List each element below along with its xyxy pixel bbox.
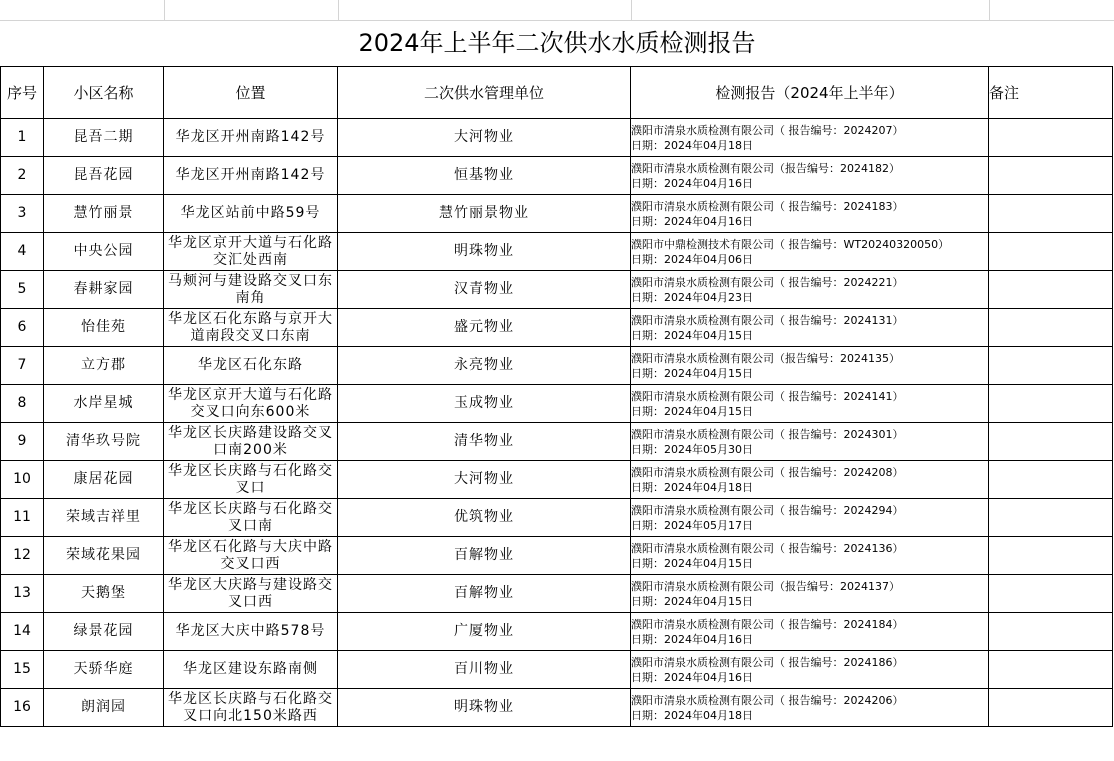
table-body <box>1 119 1113 727</box>
cell-location[interactable]: 华龙区京开大道与石化路交叉口向东600米 <box>164 385 338 423</box>
cell-unit[interactable]: 玉成物业 <box>338 385 631 423</box>
report-org: 濮阳市清泉水质检测有限公司（ 报告编号：2024208） <box>631 465 904 479</box>
table-row <box>1 233 1113 271</box>
cell-name[interactable]: 水岸星城 <box>44 385 164 423</box>
report-org: 濮阳市清泉水质检测有限公司（ 报告编号：2024186） <box>631 655 904 669</box>
report-org: 濮阳市清泉水质检测有限公司（ 报告编号：2024131） <box>631 313 904 327</box>
report-date: 日期：2024年05月30日 <box>631 442 753 456</box>
table-row <box>1 651 1113 689</box>
cell-location[interactable]: 华龙区长庆路与石化路交叉口南 <box>164 499 338 537</box>
header-remark[interactable]: 备注 <box>989 67 1113 119</box>
cell-report[interactable] <box>631 119 989 157</box>
report-org: 濮阳市清泉水质检测有限公司（报告编号：2024182） <box>631 161 900 175</box>
cell-report[interactable] <box>631 423 989 461</box>
cell-location[interactable]: 华龙区长庆路与石化路交叉口 <box>164 461 338 499</box>
table-row <box>1 461 1113 499</box>
cell-seq[interactable]: 13 <box>1 575 44 613</box>
cell-location[interactable]: 华龙区石化东路与京开大道南段交叉口东南 <box>164 309 338 347</box>
cell-unit[interactable]: 大河物业 <box>338 119 631 157</box>
cell-report[interactable] <box>631 271 989 309</box>
cell-name[interactable]: 荣域花果园 <box>44 537 164 575</box>
cell-location[interactable]: 华龙区建设东路南侧 <box>164 651 338 689</box>
table-row <box>1 309 1113 347</box>
cell-unit[interactable]: 优筑物业 <box>338 499 631 537</box>
cell-location[interactable]: 马颊河与建设路交叉口东南角 <box>164 271 338 309</box>
cell-unit[interactable]: 明珠物业 <box>338 233 631 271</box>
report-org: 濮阳市清泉水质检测有限公司（ 报告编号：2024221） <box>631 275 904 289</box>
cell-location[interactable]: 华龙区开州南路142号 <box>164 157 338 195</box>
cell-report[interactable] <box>631 537 989 575</box>
cell-location[interactable]: 华龙区京开大道与石化路交汇处西南 <box>164 233 338 271</box>
cell-seq[interactable]: 6 <box>1 309 44 347</box>
report-title: 2024年上半年二次供水水质检测报告 <box>358 29 756 57</box>
cell-unit[interactable]: 永亮物业 <box>338 347 631 385</box>
report-date: 日期：2024年04月15日 <box>631 556 753 570</box>
cell-unit[interactable]: 明珠物业 <box>338 689 631 727</box>
report-date: 日期：2024年04月16日 <box>631 176 753 190</box>
report-date: 日期：2024年04月06日 <box>631 252 753 266</box>
cell-name[interactable]: 怡佳苑 <box>44 309 164 347</box>
cell-location[interactable]: 华龙区大庆路与建设路交叉口西 <box>164 575 338 613</box>
table-row <box>1 537 1113 575</box>
header-report[interactable]: 检测报告（2024年上半年） <box>631 67 989 119</box>
table-row <box>1 385 1113 423</box>
cell-report[interactable] <box>631 575 989 613</box>
table-row <box>1 271 1113 309</box>
cell-unit[interactable]: 百川物业 <box>338 651 631 689</box>
table-row <box>1 119 1113 157</box>
cell-name[interactable]: 中央公园 <box>44 233 164 271</box>
cell-seq[interactable]: 12 <box>1 537 44 575</box>
cell-report[interactable] <box>631 461 989 499</box>
cell-remark[interactable] <box>989 271 1113 309</box>
report-org: 濮阳市清泉水质检测有限公司（ 报告编号：2024136） <box>631 541 904 555</box>
cell-report[interactable] <box>631 157 989 195</box>
cell-remark[interactable] <box>989 119 1113 157</box>
cell-location[interactable]: 华龙区开州南路142号 <box>164 119 338 157</box>
report-date: 日期：2024年04月23日 <box>631 290 753 304</box>
table-row <box>1 423 1113 461</box>
cell-remark[interactable] <box>989 651 1113 689</box>
table-row <box>1 157 1113 195</box>
cell-seq[interactable]: 3 <box>1 195 44 233</box>
report-org: 濮阳市清泉水质检测有限公司（ 报告编号：2024207） <box>631 123 904 137</box>
cell-remark[interactable] <box>989 385 1113 423</box>
gridline <box>164 0 165 20</box>
header-seq[interactable]: 序号 <box>1 67 44 119</box>
header-unit[interactable]: 二次供水管理单位 <box>338 67 631 119</box>
cell-report[interactable] <box>631 195 989 233</box>
report-date: 日期：2024年04月15日 <box>631 366 753 380</box>
cell-remark[interactable] <box>989 689 1113 727</box>
cell-unit[interactable]: 广厦物业 <box>338 613 631 651</box>
cell-location[interactable]: 华龙区长庆路与石化路交叉口向北150米路西 <box>164 689 338 727</box>
report-date: 日期：2024年04月18日 <box>631 480 753 494</box>
cell-unit[interactable]: 百解物业 <box>338 575 631 613</box>
cell-remark[interactable] <box>989 309 1113 347</box>
cell-seq[interactable]: 15 <box>1 651 44 689</box>
cell-remark[interactable] <box>989 499 1113 537</box>
cell-name[interactable]: 天鹅堡 <box>44 575 164 613</box>
cell-seq[interactable]: 2 <box>1 157 44 195</box>
report-org: 濮阳市清泉水质检测有限公司（ 报告编号：2024301） <box>631 427 904 441</box>
table-row <box>1 575 1113 613</box>
report-org: 濮阳市清泉水质检测有限公司（ 报告编号：2024206） <box>631 693 904 707</box>
report-date: 日期：2024年04月16日 <box>631 214 753 228</box>
cell-remark[interactable] <box>989 423 1113 461</box>
cell-remark[interactable] <box>989 537 1113 575</box>
table-row <box>1 499 1113 537</box>
cell-unit[interactable]: 大河物业 <box>338 461 631 499</box>
cell-name[interactable]: 昆吾花园 <box>44 157 164 195</box>
report-date: 日期：2024年04月15日 <box>631 404 753 418</box>
cell-name[interactable]: 春耕家园 <box>44 271 164 309</box>
header-location[interactable]: 位置 <box>164 67 338 119</box>
cell-name[interactable]: 绿景花园 <box>44 613 164 651</box>
cell-unit[interactable]: 清华物业 <box>338 423 631 461</box>
cell-report[interactable] <box>631 613 989 651</box>
cell-location[interactable]: 华龙区长庆路建设路交叉口南200米 <box>164 423 338 461</box>
cell-unit[interactable]: 盛元物业 <box>338 309 631 347</box>
report-date: 日期：2024年04月16日 <box>631 632 753 646</box>
header-name[interactable]: 小区名称 <box>44 67 164 119</box>
cell-unit[interactable]: 汉青物业 <box>338 271 631 309</box>
cell-report[interactable] <box>631 385 989 423</box>
report-date: 日期：2024年05月17日 <box>631 518 753 532</box>
cell-unit[interactable]: 慧竹丽景物业 <box>338 195 631 233</box>
cell-seq[interactable]: 11 <box>1 499 44 537</box>
cell-location[interactable]: 华龙区石化路与大庆中路交叉口西 <box>164 537 338 575</box>
header-row <box>1 67 1113 119</box>
cell-seq[interactable]: 4 <box>1 233 44 271</box>
report-date: 日期：2024年04月15日 <box>631 328 753 342</box>
cell-report[interactable] <box>631 309 989 347</box>
report-org: 濮阳市清泉水质检测有限公司（ 报告编号：2024141） <box>631 389 904 403</box>
cell-name[interactable]: 朗润园 <box>44 689 164 727</box>
gridline <box>989 0 990 20</box>
cell-name[interactable]: 荣域吉祥里 <box>44 499 164 537</box>
table-row <box>1 613 1113 651</box>
report-org: 濮阳市中鼎检测技术有限公司（ 报告编号：WT20240320050） <box>631 237 950 251</box>
cell-report[interactable] <box>631 233 989 271</box>
gridline <box>631 0 632 20</box>
cell-name[interactable]: 慧竹丽景 <box>44 195 164 233</box>
cell-name[interactable]: 康居花园 <box>44 461 164 499</box>
report-org: 濮阳市清泉水质检测有限公司（ 报告编号：2024183） <box>631 199 904 213</box>
cell-remark[interactable] <box>989 613 1113 651</box>
cell-seq[interactable]: 14 <box>1 613 44 651</box>
cell-seq[interactable]: 8 <box>1 385 44 423</box>
cell-remark[interactable] <box>989 233 1113 271</box>
next-row-strip <box>0 752 1114 761</box>
report-date: 日期：2024年04月18日 <box>631 708 753 722</box>
cell-location[interactable]: 华龙区站前中路59号 <box>164 195 338 233</box>
table-row <box>1 347 1113 385</box>
cell-seq[interactable]: 1 <box>1 119 44 157</box>
cell-remark[interactable] <box>989 347 1113 385</box>
cell-name[interactable]: 天骄华庭 <box>44 651 164 689</box>
report-org: 濮阳市清泉水质检测有限公司（ 报告编号：2024184） <box>631 617 904 631</box>
cell-seq[interactable]: 5 <box>1 271 44 309</box>
report-date: 日期：2024年04月18日 <box>631 138 753 152</box>
cell-remark[interactable] <box>989 575 1113 613</box>
water-quality-table <box>0 66 1113 727</box>
cell-report[interactable] <box>631 499 989 537</box>
table-row <box>1 689 1113 727</box>
report-date: 日期：2024年04月15日 <box>631 594 753 608</box>
report-org: 濮阳市清泉水质检测有限公司（报告编号：2024135） <box>631 351 900 365</box>
cell-name[interactable]: 昆吾二期 <box>44 119 164 157</box>
cell-name[interactable]: 清华玖号院 <box>44 423 164 461</box>
report-org: 濮阳市清泉水质检测有限公司（ 报告编号：2024294） <box>631 503 904 517</box>
cell-seq[interactable]: 9 <box>1 423 44 461</box>
cell-report[interactable] <box>631 689 989 727</box>
cell-remark[interactable] <box>989 195 1113 233</box>
cell-remark[interactable] <box>989 461 1113 499</box>
cell-unit[interactable]: 恒基物业 <box>338 157 631 195</box>
cell-location[interactable]: 华龙区大庆中路578号 <box>164 613 338 651</box>
spreadsheet-top-row <box>0 0 1114 21</box>
cell-seq[interactable]: 10 <box>1 461 44 499</box>
cell-name[interactable]: 立方郡 <box>44 347 164 385</box>
cell-location[interactable]: 华龙区石化东路 <box>164 347 338 385</box>
cell-report[interactable] <box>631 347 989 385</box>
table-row <box>1 195 1113 233</box>
cell-report[interactable] <box>631 651 989 689</box>
report-date: 日期：2024年04月16日 <box>631 670 753 684</box>
cell-remark[interactable] <box>989 157 1113 195</box>
cell-unit[interactable]: 百解物业 <box>338 537 631 575</box>
cell-seq[interactable]: 16 <box>1 689 44 727</box>
report-org: 濮阳市清泉水质检测有限公司（报告编号：2024137） <box>631 579 900 593</box>
cell-seq[interactable]: 7 <box>1 347 44 385</box>
gridline <box>338 0 339 20</box>
